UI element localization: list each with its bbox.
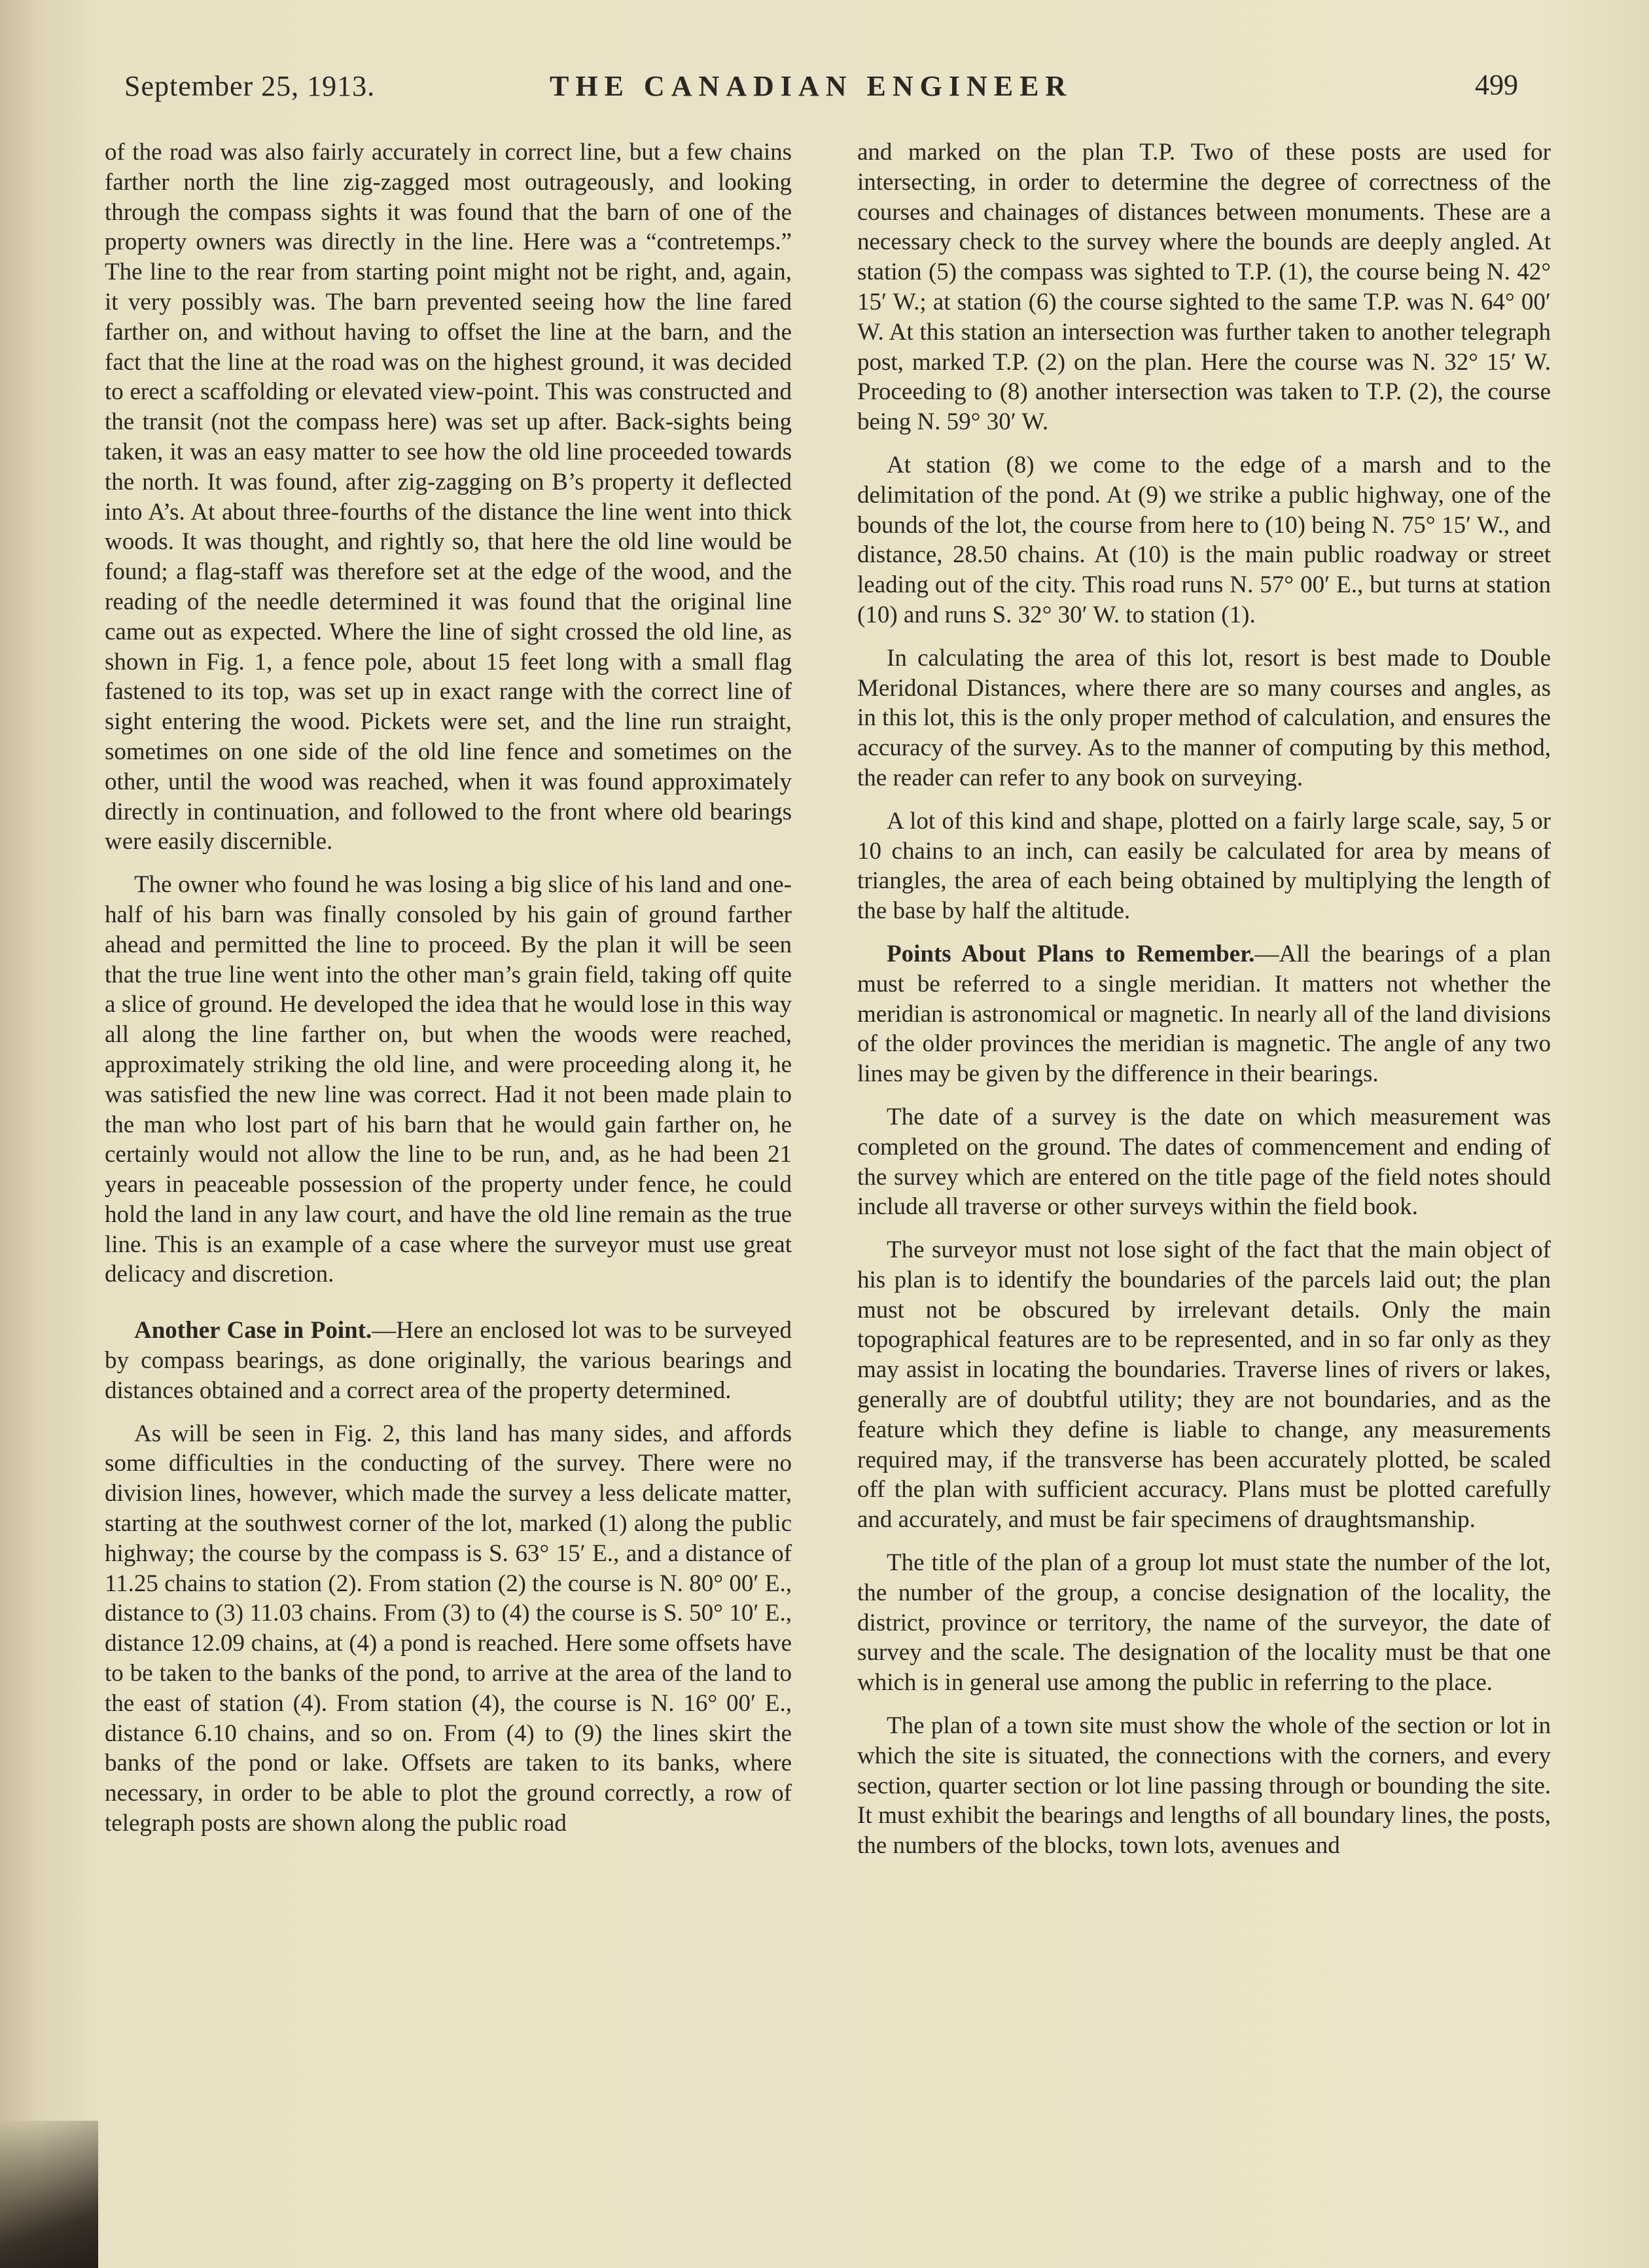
right-column [857, 137, 1551, 1861]
paragraph [105, 1316, 792, 1405]
running-header [124, 63, 1531, 115]
header-date: September 25, 1913. [124, 70, 376, 102]
page-corner-shadow [0, 2121, 98, 2268]
paragraph: The plan of a town site must show the whole of the section or lot in which the site is situated, the connections with the corners, and every section, quarter section or lot line passing through or bounding the site. It must exhibit the bearings and lengths of all boundary lines, the posts, the numbers of the blocks, town lots, avenues and [857, 1712, 1551, 1860]
paragraph: At station (8) we come to the edge of a marsh and to the delimitation of the pond. At (9) we strike a public highway, one of the bounds of the lot, the course from here to (10) being N. 75° 15′ W., and distance, 28.50 chains. At (10) is the main public roadway or street leading out of the city. This road runs N. 57° 00′ E., but turns at station (10) and runs S. 32° 30′ W. to station (1). [857, 451, 1551, 628]
page-number: 499 [1475, 69, 1518, 101]
left-column [105, 137, 792, 1839]
paragraph: The title of the plan of a group lot must state the number of the lot, the number of the group, a concise designation of the locality, the district, province or territory, the name of the surveyor, the date of survey and the scale. The designation of the locality must be that one which is in general use among the public in referring to the place. [857, 1549, 1551, 1697]
paragraph: of the road was also fairly accurately in correct line, but a few chains farther north the line zig-zagged most outrageously, and looking through the compass sights it was found that the barn of one of the property owners was directly in the line. Here was a “contretemps.” The line to the rear from starting point might not be right, and, again, it very possibly was. The barn prevented seeing how the line fared farther on, and without having to offset the line at the barn, and the fact that the line at the road was on the highest ground, it was decided to erect a scaffolding or elevated view-point. This was constructed and the transit (not the compass here) was set up after. Back-sights being taken, it was an easy matter to see how the old line proceeded towards the north. It was found, after zig-zagging on B’s property it deflected into A’s. At about three-fourths of the distance the line went into thick woods. It was thought, and rightly so, that here the old line would be found; a flag-staff was therefore set at the edge of the wood, and the reading of the needle determined it was found that the original line came out as expected. Where the line of sight crossed the old line, as shown in Fig. 1, a fence pole, about 15 feet long with a small flag fastened to its top, was set up in exact range with the correct line of sight entering the wood. Pickets were set, and the line run straight, sometimes on one side of the old line fence and sometimes on the other, until the wood was reached, when it was found approximately directly in continuation, and followed to the front where old bearings were easily discernible. [105, 139, 792, 855]
section-heading: Points About Plans to Remember. [887, 940, 1255, 967]
paragraph: The owner who found he was losing a big slice of his land and one-half of his barn was finally consoled by his gain of ground farther ahead and permitted the line to proceed. By the plan it will be seen that the true line went into the other man’s grain field, taking off quite a slice of ground. He developed the idea that he would lose in this way all along the line farther on, but when the woods were reached, approximately striking the old line, and were proceeding along it, he was satisfied the new line was correct. Had it not been made plain to the man who lost part of his barn that he would gain farther on, he certainly would not allow the line to be run, and, as he had been 21 years in peaceable possession of the property under fence, he could hold the land in any law court, and have the old line remain as the true line. This is an example of a case where the surveyor must use great delicacy and discretion. [105, 871, 792, 1288]
paragraph [857, 939, 1551, 1089]
paragraph: A lot of this kind and shape, plotted on a fairly large scale, say, 5 or 10 chains to an inch, can easily be calculated for area by means of triangles, the area of each being obtained by multiplying the length of the base by half the altitude. [857, 807, 1551, 925]
section-heading: Another Case in Point. [134, 1317, 372, 1344]
paragraph-text: —Here an enclosed lot was to be surveyed by compass bearings, as done originally, the various bearings and distances obtained and a correct area of the property determined. [105, 1317, 792, 1404]
paragraph: As will be seen in Fig. 2, this land has many sides, and affords some difficulties in the conducting of the survey. There were no division lines, however, which made the survey a less delicate matter, starting at the southwest corner of the lot, marked (1) along the public highway; the course by the compass is S. 63° 15′ E., and a distance of 11.25 chains to station (2). From station (2) the course is N. 80° 00′ E., distance to (3) 11.03 chains. From (3) to (4) the course is S. 50° 10′ E., distance 12.09 chains, at (4) a pond is reached. Here some offsets have to be taken to the banks of the pond, to arrive at the area of the land to the east of station (4). From station (4), the course is N. 16° 00′ E., distance 6.10 chains, and so on. From (4) to (9) the lines skirt the banks of the pond or lake. Offsets are taken to its banks, where necessary, in order to be able to plot the ground correctly, a row of telegraph posts are shown along the public road [105, 1420, 792, 1837]
journal-title: THE CANADIAN ENGINEER [550, 70, 1073, 102]
paragraph: The surveyor must not lose sight of the fact that the main object of his plan is to identify the boundaries of the parcels laid out; the plan must not be obscured by irrelevant details. Only the main topographical features are to be represented, and in so far only as they may assist in locating the boundaries. Traverse lines of rivers or lakes, generally are of doubtful utility; they are not boundaries, and as the feature which they define is liable to change, any measurements required may, if the transverse has been accurately plotted, be scaled off the plan with sufficient accuracy. Plans must be plotted carefully and accurately, and must be fair specimens of draughtsmanship. [857, 1236, 1551, 1534]
paragraph: In calculating the area of this lot, resort is best made to Double Meridonal Distances, where there are so many courses and angles, as in this lot, this is the only proper method of calculation, and ensures the accuracy of the survey. As to the manner of computing by this method, the reader can refer to any book on surveying. [857, 644, 1551, 791]
paragraph: and marked on the plan T.P. Two of these posts are used for intersecting, in order to determine the degree of correctness of the courses and chainages of distances between monuments. These are a necessary check to the survey where the bounds are deeply angled. At station (5) the compass was sighted to T.P. (1), the course being N. 42° 15′ W.; at station (6) the course sighted to the same T.P. was N. 64° 00′ W. At this station an intersection was further taken to another telegraph post, marked T.P. (2) on the plan. Here the course was N. 32° 15′ W. Proceeding to (8) another intersection was taken to T.P. (2), the course being N. 59° 30′ W. [857, 139, 1551, 436]
paragraph: The date of a survey is the date on which measurement was completed on the ground. The dates of commencement and ending of the survey which are entered on the title page of the field notes should include all traverse or other surveys within the field book. [857, 1103, 1551, 1221]
paragraph-text: —All the bearings of a plan must be referred to a single meridian. It matters not whether the meridian is astronomical or magnetic. In nearly all of the land divisions of the older provinces the meridian is magnetic. The angle of any two lines may be given by the difference in their bearings. [857, 940, 1551, 1088]
